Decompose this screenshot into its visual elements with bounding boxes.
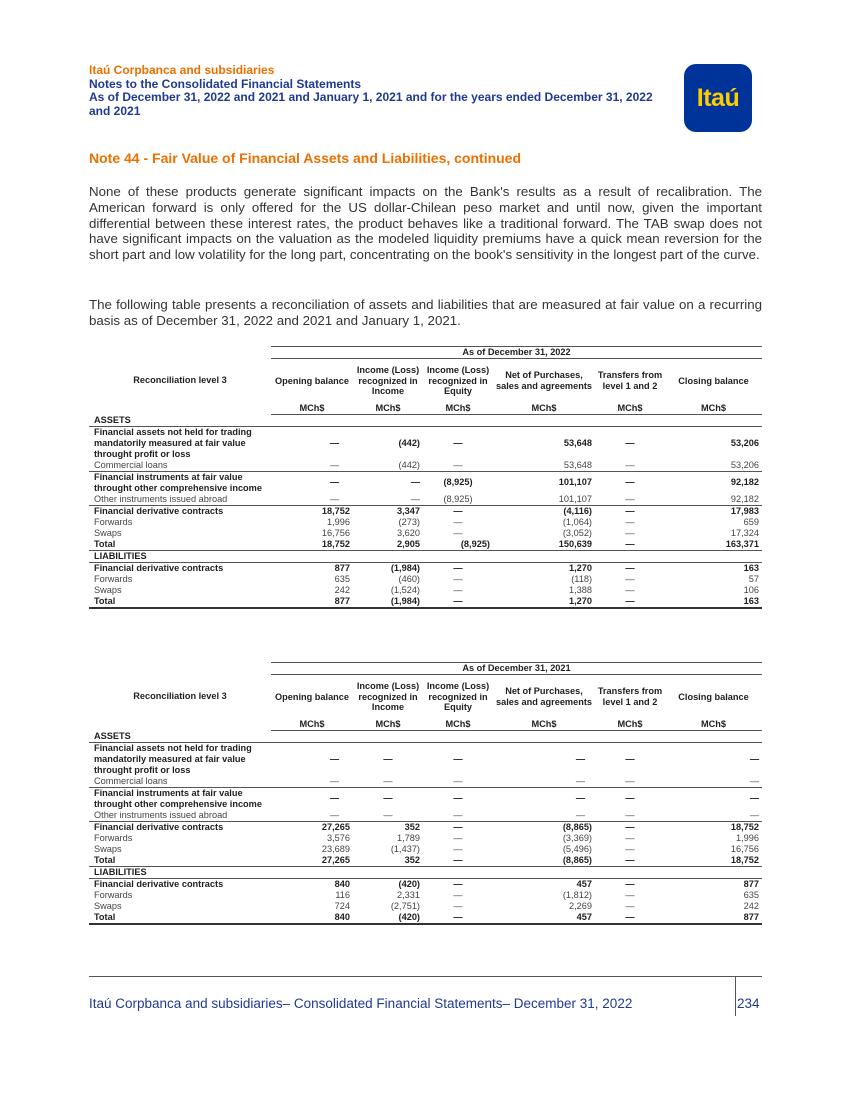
cell: 27,265 [271,855,353,867]
cell: 877 [334,562,350,573]
row-label: Forwards [94,832,133,843]
cell: (460) [398,573,420,584]
cell: 840 [334,878,350,889]
document-header [89,64,689,118]
cell: 352 [353,855,423,867]
cell: — [329,477,339,487]
cell: — [493,776,595,788]
cell: 659 [743,516,759,527]
cell: (8,865) [493,855,595,867]
cell: — [271,494,353,506]
row-label: Financial derivative contracts [94,562,224,573]
unit: MCh$ [493,719,595,731]
note-title: Note 44 - Fair Value of Financial Assets and Liabilities, continued [89,150,522,166]
cell: (5,496) [562,843,592,854]
table-row [89,878,762,890]
cell: (420) [398,878,420,889]
cell: (1,984) [353,596,423,608]
cell: 3,347 [397,505,420,516]
cell: — [423,596,493,608]
cell: 17,983 [730,505,759,516]
cell: (3,052) [562,527,592,538]
cell: — [625,477,635,487]
cell: 18,752 [271,539,353,551]
cell: — [423,776,493,788]
cell: — [329,437,339,448]
itau-logo [684,64,752,132]
footer-page-divider [735,976,736,1016]
table-row [89,562,762,574]
col-transfers: Transfers from level 1 and 2 [597,686,663,707]
row-label: Commercial loans [89,460,271,472]
unit: MCh$ [595,719,665,731]
cell: (1,064) [562,516,592,527]
cell: — [353,810,423,822]
cell: — [625,562,635,573]
cell: 16,756 [321,527,350,538]
table-row [89,890,762,901]
row-label: Total [89,596,271,608]
cell: — [595,855,665,867]
reconciliation-table-2021 [89,662,762,925]
cell: 3,576 [327,832,350,843]
cell: (420) [353,912,423,924]
cell: 1,789 [397,832,420,843]
cell: 635 [743,889,759,900]
cell: — [493,810,595,822]
cell: — [625,821,635,832]
cell: — [453,437,463,448]
cell: — [423,460,493,472]
table-row [89,810,762,822]
cell: (1,984) [390,562,420,573]
unit: MCh$ [353,403,423,415]
cell: — [625,843,635,854]
cell: (442) [398,437,420,448]
page-number: 234 [737,996,760,1011]
cell: 106 [743,584,759,595]
table-row [89,494,762,506]
cell: 18,752 [321,505,350,516]
unit: MCh$ [423,719,493,731]
section-label: LIABILITIES [89,866,762,878]
col-opening-balance: Opening balance [274,375,350,386]
cell: (1,812) [562,889,592,900]
cell: — [625,832,635,843]
cell: — [595,596,665,608]
col-income-recognized-income: Income (Loss) recognized in Income [356,681,420,712]
paragraph-2: The following table presents a reconciliation of assets and liabilities that are measured at fair value on a recurring basis as of December 31, 2022 and 2021 and January 1, 2021. [89,297,762,328]
cell: (8,925) [423,539,493,551]
units-row [89,719,762,731]
cell: — [453,562,463,573]
table-row-total [89,855,762,867]
company-name: Itaú Corpbanca and subsidiaries [89,63,275,77]
cell: — [625,584,635,595]
table-row [89,426,762,460]
cell: 53,648 [563,437,592,448]
cell: — [383,753,393,764]
cell: — [595,494,665,506]
row-label: Other instruments issued abroad [89,810,271,822]
col-income-recognized-equity: Income (Loss) recognized in Equity [426,681,490,712]
row-label: Total [89,912,271,924]
col-income-recognized-income: Income (Loss) recognized in Income [356,365,420,396]
cell: — [353,776,423,788]
cell: — [329,753,339,764]
unit: MCh$ [353,719,423,731]
cell: 3,620 [397,527,420,538]
cell: — [271,460,353,472]
table-row [89,528,762,539]
unit: MCh$ [595,403,665,415]
cell: — [453,832,463,843]
cell: 116 [335,889,350,900]
cell: — [575,753,585,764]
col-net-purchases: Net of Purchases, sales and agreements [495,370,592,391]
section-label: ASSETS [89,730,762,742]
cell: (2,751) [390,900,420,911]
cell: — [453,793,463,803]
period-label: As of December 31, 2022 [271,347,762,359]
table-row [89,574,762,585]
header-line-2: As of December 31, 2022 and 2021 and January 1, 2021 and for the years ended December 31, 2022 [89,90,653,104]
cell: — [329,793,339,803]
cell: — [453,889,463,900]
cell: — [453,878,463,889]
section-label: LIABILITIES [89,550,762,562]
logo-text: Itaú [696,83,740,112]
cell: (8,925) [443,477,473,487]
section-liabilities [89,550,762,562]
cell: — [665,810,762,822]
cell: 101,107 [558,477,592,487]
cell: 163 [665,596,762,608]
cell: 163,371 [665,539,762,551]
cell: — [271,776,353,788]
row-label: Financial instruments at fair value throught other comprehensive income [94,787,262,809]
table-row-total [89,912,762,924]
cell: 877 [665,912,762,924]
cell: 1,270 [493,596,595,608]
col-opening-balance: Opening balance [274,691,350,702]
cell: — [625,878,635,889]
cell: 17,324 [730,527,759,538]
col-transfers: Transfers from level 1 and 2 [597,370,663,391]
cell: (273) [398,516,420,527]
unit: MCh$ [423,403,493,415]
cell: — [595,539,665,551]
cell: (118) [571,573,592,584]
footer-text: Itaú Corpbanca and subsidiaries– Consolidated Financial Statements– December 31, 2022 [89,996,633,1011]
row-label: Financial derivative contracts [94,878,224,889]
period-row [89,663,762,675]
period-label: As of December 31, 2021 [271,663,762,675]
cell: 242 [743,900,759,911]
table-row-total [89,539,762,551]
cell: 2,269 [569,900,592,911]
cell: — [423,912,493,924]
column-header-row [89,675,762,719]
row-label: Financial derivative contracts [94,505,224,516]
cell: — [625,753,635,764]
cell: 53,648 [493,460,595,472]
cell: 724 [334,900,350,911]
col-net-purchases: Net of Purchases, sales and agreements [495,686,592,707]
table-row [89,844,762,855]
cell: 457 [576,878,592,889]
cell: — [665,776,762,788]
cell: 457 [493,912,595,924]
cell: — [625,437,635,448]
row-label: Swaps [94,584,122,595]
row-label: Swaps [94,843,122,854]
cell: 101,107 [493,494,595,506]
cell: — [595,810,665,822]
cell: 53,206 [665,460,762,472]
table-row [89,787,762,810]
col-reconciliation-level: Reconciliation level 3 [133,375,227,386]
cell: — [625,516,635,527]
cell: 18,752 [730,821,759,832]
row-label: Commercial loans [89,776,271,788]
units-row [89,403,762,415]
section-assets [89,414,762,426]
table-row [89,460,762,472]
table-row [89,821,762,833]
unit: MCh$ [665,403,762,415]
cell: — [453,821,463,832]
cell: (3,369) [562,832,592,843]
table-row-total [89,596,762,608]
cell: (8,865) [562,821,592,832]
cell: 2,331 [397,889,420,900]
cell: (8,925) [423,494,493,506]
col-closing-balance: Closing balance [678,375,749,386]
cell: — [453,753,463,764]
table-row [89,901,762,912]
cell: — [453,843,463,854]
reconciliation-table-2022 [89,346,762,609]
cell: — [423,855,493,867]
cell: 53,206 [730,437,759,448]
cell: — [423,810,493,822]
cell: — [625,573,635,584]
cell: — [595,912,665,924]
cell: 92,182 [665,494,762,506]
cell: 1,388 [569,584,592,595]
row-label: Total [89,855,271,867]
column-header-row [89,359,762,403]
cell: (442) [353,460,423,472]
cell: — [625,889,635,900]
cell: 840 [271,912,353,924]
cell: — [453,900,463,911]
section-liabilities [89,866,762,878]
row-label: Total [89,539,271,551]
table-row [89,585,762,596]
table-row [89,776,762,788]
cell: — [749,793,759,803]
cell: — [383,793,393,803]
cell: 16,756 [730,843,759,854]
section-assets [89,730,762,742]
unit: MCh$ [271,403,353,415]
cell: — [625,793,635,803]
cell: 1,270 [569,562,592,573]
row-label: Forwards [94,516,133,527]
cell: (4,116) [563,505,592,516]
cell: 2,905 [353,539,423,551]
cell: 150,639 [493,539,595,551]
row-label: Financial instruments at fair value throught other comprehensive income [94,471,262,493]
cell: 877 [743,878,759,889]
cell: 163 [743,562,759,573]
cell: — [625,505,635,516]
cell: — [453,527,463,538]
cell: — [453,505,463,516]
header-line-1: Notes to the Consolidated Financial Statements [89,76,362,91]
cell: — [453,573,463,584]
row-label: Swaps [94,527,122,538]
cell: — [625,900,635,911]
table-row [89,517,762,528]
row-label: Swaps [94,900,122,911]
cell: — [353,494,423,506]
cell: — [271,810,353,822]
cell: 352 [404,821,420,832]
row-label: Other instruments issued abroad [89,494,271,506]
table-row [89,833,762,844]
unit: MCh$ [493,403,595,415]
cell: — [410,477,420,487]
row-label: Financial derivative contracts [94,821,224,832]
row-label: Financial assets not held for trading mandatorily measured at fair value throught profit or loss [94,426,252,459]
cell: 57 [748,573,759,584]
col-closing-balance: Closing balance [678,691,749,702]
row-label: Forwards [94,573,133,584]
cell: — [595,776,665,788]
paragraph-1: None of these products generate significant impacts on the Bank's results as a result of recalibration. The American forward is only offered for the US dollar-Chilean peso market and until now, given the important differential between these interest rates, the product behaves like a traditional forward. The TAB swap does not have significant impacts on the valuation as the modeled liquidity premiums have a quick mean reversion for the short part and low volatility for the long part, concentrating on the book's sensitivity in the longest part of the curve. [89,184,762,263]
cell: 18,752 [665,855,762,867]
cell: — [749,753,759,764]
cell: 92,182 [730,477,759,487]
cell: 242 [334,584,350,595]
cell: 635 [334,573,350,584]
footer-divider [89,976,762,977]
unit: MCh$ [665,719,762,731]
cell: — [595,460,665,472]
table-row [89,471,762,494]
cell: 1,996 [736,832,759,843]
col-income-recognized-equity: Income (Loss) recognized in Equity [426,365,490,396]
header-line-3: and 2021 [89,103,141,118]
table-row [89,742,762,776]
unit: MCh$ [271,719,353,731]
cell: — [453,584,463,595]
row-label: Financial assets not held for trading mandatorily measured at fair value throught profit or loss [94,742,252,775]
row-label: Forwards [94,889,133,900]
cell: 877 [271,596,353,608]
col-reconciliation-level: Reconciliation level 3 [133,691,227,702]
cell: — [575,793,585,803]
cell: — [625,527,635,538]
cell: 27,265 [321,821,350,832]
cell: (1,437) [390,843,420,854]
cell: (1,524) [390,584,420,595]
table-row [89,505,762,517]
cell: — [453,516,463,527]
cell: 1,996 [327,516,350,527]
cell: 23,689 [321,843,350,854]
section-label: ASSETS [89,414,762,426]
period-row [89,347,762,359]
